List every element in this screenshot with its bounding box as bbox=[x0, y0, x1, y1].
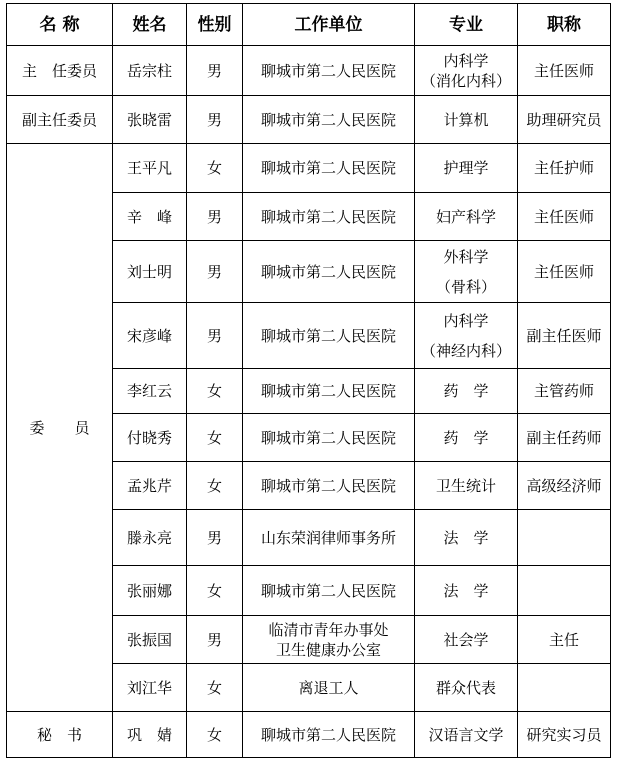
gender-cell: 女 bbox=[187, 414, 243, 462]
title-cell: 主管药师 bbox=[518, 369, 611, 414]
unit-cell: 聊城市第二人民医院 bbox=[243, 46, 415, 96]
title-cell: 副主任医师 bbox=[518, 303, 611, 369]
role-cell: 主 任委员 bbox=[7, 46, 113, 96]
table-row bbox=[7, 96, 611, 144]
name-cell: 张振国 bbox=[113, 616, 187, 664]
unit-cell: 聊城市第二人民医院 bbox=[243, 241, 415, 303]
title-cell: 高级经济师 bbox=[518, 462, 611, 510]
committee-roster-table bbox=[6, 3, 611, 758]
gender-cell: 女 bbox=[187, 664, 243, 712]
unit-cell: 聊城市第二人民医院 bbox=[243, 414, 415, 462]
major-cell: 汉语言文学 bbox=[415, 712, 518, 758]
major-cell: 计算机 bbox=[415, 96, 518, 144]
title-cell: 主任 bbox=[518, 616, 611, 664]
role-cell: 副主任委员 bbox=[7, 96, 113, 144]
title-cell: 主任医师 bbox=[518, 241, 611, 303]
gender-cell: 男 bbox=[187, 510, 243, 566]
major-cell: 卫生统计 bbox=[415, 462, 518, 510]
header-major: 专业 bbox=[415, 4, 518, 46]
gender-cell: 女 bbox=[187, 144, 243, 193]
unit-cell: 聊城市第二人民医院 bbox=[243, 369, 415, 414]
header-name: 姓名 bbox=[113, 4, 187, 46]
title-cell bbox=[518, 510, 611, 566]
major-cell: 妇产科学 bbox=[415, 193, 518, 241]
gender-cell: 女 bbox=[187, 566, 243, 616]
major-cell: 药 学 bbox=[415, 369, 518, 414]
name-cell: 李红云 bbox=[113, 369, 187, 414]
title-cell bbox=[518, 566, 611, 616]
gender-cell: 女 bbox=[187, 712, 243, 758]
name-cell: 付晓秀 bbox=[113, 414, 187, 462]
title-cell: 主任医师 bbox=[518, 193, 611, 241]
major-cell bbox=[415, 241, 518, 303]
header-gender: 性别 bbox=[187, 4, 243, 46]
name-cell: 张丽娜 bbox=[113, 566, 187, 616]
table-row bbox=[7, 46, 611, 96]
name-cell: 王平凡 bbox=[113, 144, 187, 193]
header-unit: 工作单位 bbox=[243, 4, 415, 46]
title-cell: 主任护师 bbox=[518, 144, 611, 193]
name-cell: 宋彦峰 bbox=[113, 303, 187, 369]
gender-cell: 男 bbox=[187, 303, 243, 369]
gender-cell: 男 bbox=[187, 193, 243, 241]
major-text: 内科学 （神经内科） bbox=[420, 311, 511, 360]
major-cell: 法 学 bbox=[415, 566, 518, 616]
gender-cell: 男 bbox=[187, 46, 243, 96]
unit-cell bbox=[243, 616, 415, 664]
gender-cell: 女 bbox=[187, 369, 243, 414]
title-cell bbox=[518, 664, 611, 712]
major-cell: 护理学 bbox=[415, 144, 518, 193]
header-title: 职称 bbox=[518, 4, 611, 46]
gender-cell: 男 bbox=[187, 96, 243, 144]
role-cell: 秘 书 bbox=[7, 712, 113, 758]
major-cell: 群众代表 bbox=[415, 664, 518, 712]
title-cell: 助理研究员 bbox=[518, 96, 611, 144]
name-cell: 滕永亮 bbox=[113, 510, 187, 566]
name-cell: 刘士明 bbox=[113, 241, 187, 303]
table-row bbox=[7, 144, 611, 193]
gender-cell: 女 bbox=[187, 462, 243, 510]
major-cell bbox=[415, 46, 518, 96]
unit-cell: 山东荣润律师事务所 bbox=[243, 510, 415, 566]
unit-cell: 聊城市第二人民医院 bbox=[243, 303, 415, 369]
name-cell: 辛 峰 bbox=[113, 193, 187, 241]
name-cell: 刘江华 bbox=[113, 664, 187, 712]
major-text: 内科学 （消化内科） bbox=[420, 51, 511, 90]
major-text: 外科学 （骨科） bbox=[435, 247, 496, 296]
unit-cell: 聊城市第二人民医院 bbox=[243, 566, 415, 616]
major-cell: 药 学 bbox=[415, 414, 518, 462]
name-cell: 孟兆芹 bbox=[113, 462, 187, 510]
title-cell: 副主任药师 bbox=[518, 414, 611, 462]
name-cell: 岳宗柱 bbox=[113, 46, 187, 96]
unit-cell: 聊城市第二人民医院 bbox=[243, 712, 415, 758]
unit-cell: 聊城市第二人民医院 bbox=[243, 462, 415, 510]
title-cell: 主任医师 bbox=[518, 46, 611, 96]
header-row bbox=[7, 4, 611, 46]
gender-cell: 男 bbox=[187, 616, 243, 664]
name-cell: 巩 婧 bbox=[113, 712, 187, 758]
header-role: 名 称 bbox=[7, 4, 113, 46]
unit-cell: 聊城市第二人民医院 bbox=[243, 144, 415, 193]
major-cell: 法 学 bbox=[415, 510, 518, 566]
gender-cell: 男 bbox=[187, 241, 243, 303]
title-cell: 研究实习员 bbox=[518, 712, 611, 758]
unit-cell: 聊城市第二人民医院 bbox=[243, 193, 415, 241]
name-cell: 张晓雷 bbox=[113, 96, 187, 144]
role-cell-members: 委 员 bbox=[7, 144, 113, 712]
unit-text: 临清市青年办事处 卫生健康办公室 bbox=[268, 620, 389, 659]
major-cell bbox=[415, 303, 518, 369]
unit-cell: 聊城市第二人民医院 bbox=[243, 96, 415, 144]
unit-cell: 离退工人 bbox=[243, 664, 415, 712]
major-cell: 社会学 bbox=[415, 616, 518, 664]
